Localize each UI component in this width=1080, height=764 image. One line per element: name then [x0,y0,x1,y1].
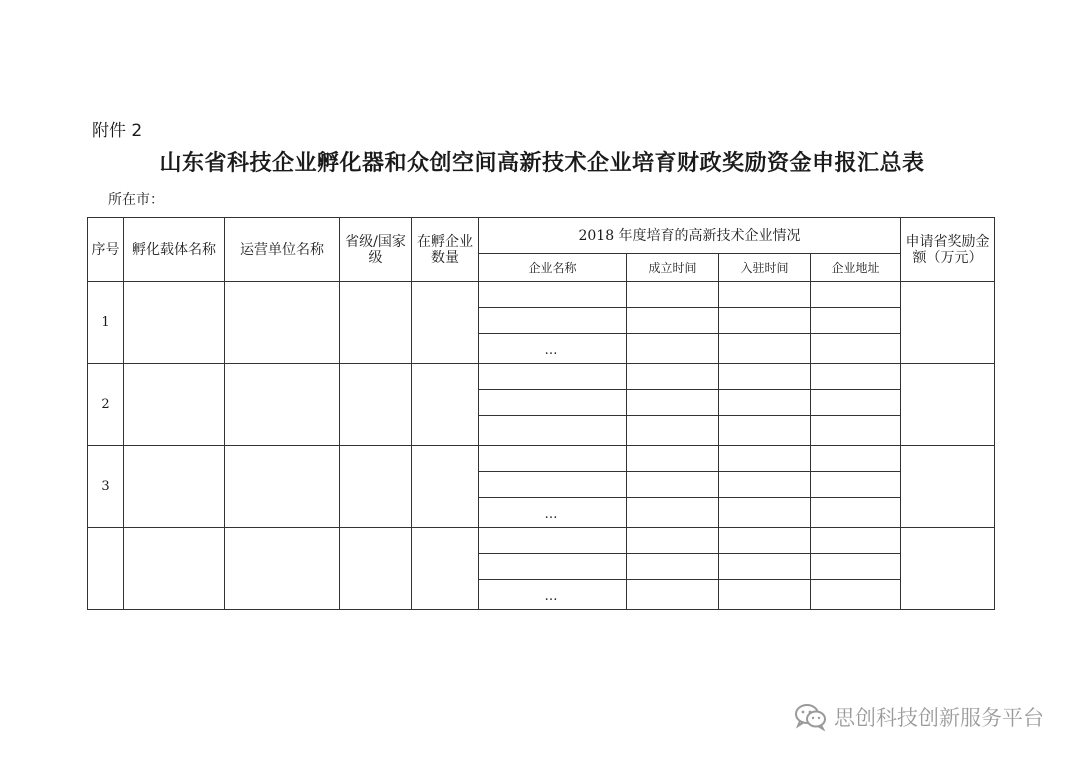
incubating-count-cell [412,282,479,364]
address-cell [811,528,901,554]
company-name-cell [479,528,627,554]
established-cell [627,528,719,554]
operator-cell [225,282,340,364]
operator-cell [225,364,340,446]
company-name-cell [479,446,627,472]
city-label: 所在市： [108,192,164,208]
address-cell [811,554,901,580]
operator-cell [225,446,340,528]
header-cultivated-group: 2018 年度培育的高新技术企业情况 [479,218,901,254]
ellipsis-cell: … [479,498,627,528]
incubating-count-cell [412,528,479,610]
operator-cell [225,528,340,610]
summary-table [87,217,995,610]
entry-time-cell [719,472,811,498]
carrier-name-cell [124,282,225,364]
level-cell [340,282,412,364]
company-name-cell [479,364,627,390]
watermark-text: 思创科技创新服务平台 [834,706,1044,730]
header-seq: 序号 [88,218,124,282]
header-address: 企业地址 [811,254,901,282]
entry-time-cell [719,446,811,472]
established-cell [627,498,719,528]
address-cell [811,446,901,472]
incubating-count-cell [412,446,479,528]
header-level: 省级/国家级 [340,218,412,282]
address-cell [811,416,901,446]
entry-time-cell [719,334,811,364]
entry-time-cell [719,390,811,416]
group-index-cell: 2 [88,364,124,446]
table-row [88,446,995,472]
award-amount-cell [901,364,995,446]
entry-time-cell [719,554,811,580]
address-cell [811,580,901,610]
established-cell [627,554,719,580]
table-row [88,364,995,390]
address-cell [811,364,901,390]
table-body [88,282,995,610]
header-operator: 运营单位名称 [225,218,340,282]
established-cell [627,446,719,472]
wechat-icon [794,703,828,731]
document-title: 山东省科技企业孵化器和众创空间高新技术企业培育财政奖励资金申报汇总表 [159,151,925,176]
header-entry-time: 入驻时间 [719,254,811,282]
company-name-cell [479,554,627,580]
carrier-name-cell [124,528,225,610]
established-cell [627,416,719,446]
award-amount-cell [901,282,995,364]
established-cell [627,580,719,610]
address-cell [811,282,901,308]
header-carrier-name: 孵化载体名称 [124,218,225,282]
carrier-name-cell [124,446,225,528]
company-name-cell [479,472,627,498]
address-cell [811,472,901,498]
established-cell [627,472,719,498]
header-incubating-count: 在孵企业数量 [412,218,479,282]
group-index-cell: 3 [88,446,124,528]
level-cell [340,528,412,610]
award-amount-cell [901,446,995,528]
table-row [88,282,995,308]
established-cell [627,282,719,308]
award-amount-cell [901,528,995,610]
group-index-cell: 1 [88,282,124,364]
address-cell [811,308,901,334]
company-name-cell [479,308,627,334]
entry-time-cell [719,498,811,528]
address-cell [811,498,901,528]
ellipsis-cell [479,416,627,446]
entry-time-cell [719,416,811,446]
carrier-name-cell [124,364,225,446]
header-established: 成立时间 [627,254,719,282]
entry-time-cell [719,364,811,390]
entry-time-cell [719,580,811,610]
level-cell [340,446,412,528]
established-cell [627,364,719,390]
company-name-cell [479,390,627,416]
address-cell [811,334,901,364]
group-index-cell [88,528,124,610]
header-award-amount: 申请省奖励金额（万元） [901,218,995,282]
established-cell [627,334,719,364]
entry-time-cell [719,528,811,554]
level-cell [340,364,412,446]
watermark [794,702,1044,732]
attachment-label: 附件 2 [92,121,143,141]
established-cell [627,390,719,416]
established-cell [627,308,719,334]
company-name-cell [479,282,627,308]
ellipsis-cell: … [479,580,627,610]
incubating-count-cell [412,364,479,446]
address-cell [811,390,901,416]
entry-time-cell [719,308,811,334]
header-company-name: 企业名称 [479,254,627,282]
entry-time-cell [719,282,811,308]
table-row [88,528,995,554]
ellipsis-cell: … [479,334,627,364]
